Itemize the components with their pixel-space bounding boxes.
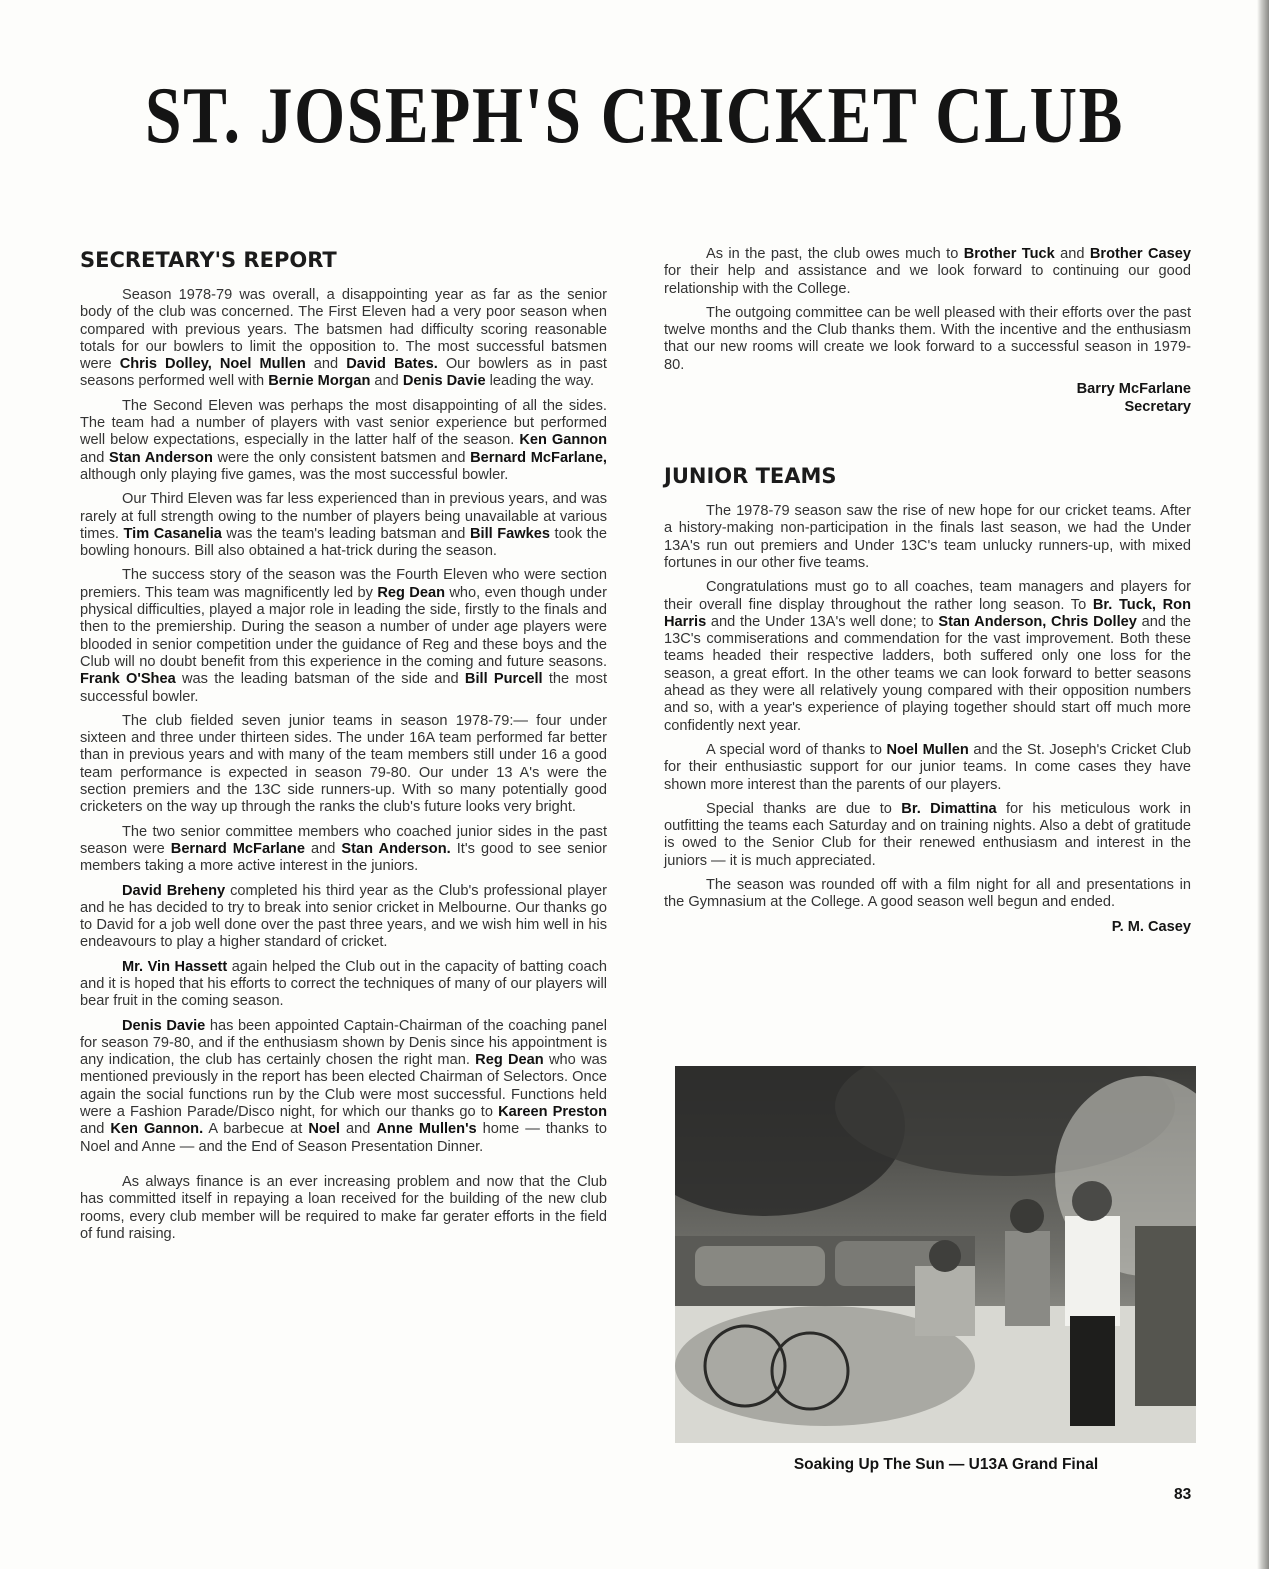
- page-title: ST. JOSEPH'S CRICKET CLUB: [144, 72, 1125, 160]
- junior-teams-heading: JUNIOR TEAMS: [664, 464, 837, 489]
- bold-name: Chris Dolley, Noel Mullen: [119, 356, 306, 373]
- right-column: [664, 246, 1191, 936]
- bold-name: Reg Dean: [377, 584, 445, 601]
- secretary-signature-name: Barry McFarlane: [1076, 381, 1191, 398]
- bold-name: Br. Dimattina: [901, 800, 997, 817]
- bold-name: Bernard McFarlane: [170, 840, 305, 857]
- secretary-paragraph: The Second Eleven was perhaps the most disappointing of all the sides. The team had a number of players with vast senior experience but performed well below expectations, especially in the latter half of the season. Ken Gannon and Stan Anderson were the only consistent batsmen and Bernard McFarlane, although only playing five games, was the most successful bowler.: [80, 397, 607, 483]
- team-photo: [675, 1066, 1196, 1443]
- bold-name: Bernard McFarlane,: [470, 449, 607, 466]
- junior-paragraph: A special word of thanks to Noel Mullen and the St. Joseph's Cricket Club for their enthusiastic support for our junior teams. In come cases they have shown more interest than the parents of our players.: [664, 741, 1192, 793]
- bold-name: Noel Mullen: [886, 741, 969, 758]
- bold-name: Stan Anderson, Chris Dolley: [938, 613, 1137, 630]
- bold-name: Denis Davie: [402, 373, 486, 390]
- secretary-paragraph: As always finance is an ever increasing problem and now that the Club has committed itself in repaying a loan received for the building of the new club rooms, every club member will be required to make far gerater efforts in the field of fund raising.: [80, 1173, 607, 1242]
- junior-paragraph: The 1978-79 season saw the rise of new hope for our cricket teams. After a history-making non-participation in the finals last season, we had the Under 13A's run out premiers and Under 13C's team unlucky runners-up, with mixed fortunes in our other five teams.: [664, 503, 1191, 571]
- secretary-paragraph: Season 1978-79 was overall, a disappointing year as far as the senior body of the club was concerned. The First Eleven had a very poor season when compared with previous years. The batsmen had difficulty scoring reasonable totals for our bowlers to limit the opposition to. The most successful batsmen were Chris Dolley, Noel Mullen and David Bates. Our bowlers as in past seasons performed well with Bernie Morgan and Denis Davie leading the way.: [80, 287, 607, 390]
- bold-name: Tim Casanelia: [123, 525, 222, 542]
- bold-name: Denis Davie: [122, 1017, 206, 1034]
- bold-name: Bill Fawkes: [469, 525, 550, 542]
- bold-name: Bernie Morgan: [268, 373, 371, 390]
- bold-name: Kareen Preston: [498, 1104, 607, 1121]
- secretary-paragraph: The outgoing committee can be well pleased with their efforts over the past twelve months and the Club thanks them. With the incentive and the enthusiasm that our new rooms will create we look forward to a successful season in 1979-80.: [664, 304, 1191, 373]
- bold-name: Frank O'Shea: [80, 671, 176, 688]
- page-number: 83: [1174, 1486, 1192, 1503]
- bold-name: Brother Casey: [1089, 246, 1191, 262]
- photo-illustration: [675, 1066, 1196, 1443]
- bold-name: Mr. Vin Hassett: [122, 958, 228, 975]
- junior-paragraph: Special thanks are due to Br. Dimattina for his meticulous work in outfitting the teams each Saturday and on training nights. Also a debt of gratitude is owed to the Senior Club for their renewed enthusiasm and interest in the juniors — it is much appreciated.: [664, 800, 1192, 869]
- bold-name: Ken Gannon.: [110, 1121, 204, 1138]
- secretary-paragraph: The success story of the season was the Fourth Eleven who were section premiers. This team was magnificently led by Reg Dean who, even though under physical difficulties, played a major role in leading the side, firstly to the finals and then to the premiership. During the season a number of under age players were blooded in senior competition under the guidance of Reg and these boys and the Club will no doubt benefit from this experience in the coming and future seasons. Frank O'Shea was the leading batsman of the side and Bill Purcell the most successful bowler.: [80, 567, 608, 705]
- junior-paragraph: Congratulations must go to all coaches, team managers and players for their overall fine display throughout the rather long season. To Br. Tuck, Ron Harris and the Under 13A's well done; to Stan Anderson, Chris Dolley and the 13C's commiserations and commendation for the vast improvement. Both these teams headed their respective ladders, both suffered only one loss for the season, a great effort. In the other teams we can look forward to better seasons ahead as they were all relatively young compared with their opposition numbers and so, with a year's experience of playing together should start off much more confidently next year.: [664, 579, 1192, 734]
- bold-name: Reg Dean: [475, 1052, 544, 1069]
- junior-signature: P. M. Casey: [1111, 918, 1191, 935]
- secretary-paragraph: The club fielded seven junior teams in season 1978-79:— four under sixteen and three under thirteen sides. The under 16A team performed far better than in previous years and with many of the team members still under 16 a good team performance is expected in season 79-80. Our under 13 A's were the section premiers and the 13C side runners-up. With so many potentially good cricketers on the way up through the ranks the club's future looks very bright.: [80, 712, 607, 816]
- junior-paragraph: The season was rounded off with a film night for all and presentations in the Gymnasium at the College. A good season well begun and ended.: [664, 877, 1191, 911]
- bold-name: Anne Mullen's: [376, 1121, 477, 1138]
- secretary-paragraph: The two senior committee members who coached junior sides in the past season were Bernard McFarlane and Stan Anderson. It's good to see senior members taking a more active interest in the juniors.: [80, 823, 607, 875]
- secretary-paragraph: Mr. Vin Hassett again helped the Club out in the capacity of batting coach and it is hoped that his efforts to correct the techniques of many of our players will bear fruit in the coming season.: [80, 958, 608, 1010]
- left-column: [80, 246, 607, 1250]
- bold-name: Br. Tuck, Ron Harris: [664, 596, 1192, 630]
- bold-name: Brother Tuck: [963, 246, 1055, 262]
- secretary-signature-role: Secretary: [1124, 398, 1191, 415]
- secretary-paragraph: Our Third Eleven was far less experienced than in previous years, and was rarely at full strength owing to the number of players being unavailable at various times. Tim Casanelia was the team's leading batsman and Bill Fawkes took the bowling honours. Bill also obtained a hat-trick during the season.: [80, 491, 607, 560]
- bold-name: Bill Purcell: [464, 671, 543, 688]
- secretary-paragraph: Denis Davie has been appointed Captain-Chairman of the coaching panel for season 79-80, and if the enthusiasm shown by Denis since his appointment is any indication, the club has certainly chosen the right man. Reg Dean who was mentioned previously in the report has been elected Chairman of Selectors. Once again the social functions run by the Club were most successful. Functions held were a Fashion Parade/Disco night, for which our thanks go to Kareen Preston and Ken Gannon. A barbecue at Noel and Anne Mullen's home — thanks to Noel and Anne — and the End of Season Presentation Dinner.: [80, 1017, 608, 1155]
- bold-name: Noel: [308, 1121, 340, 1138]
- secretary-paragraph: As in the past, the club owes much to Brother Tuck and Brother Casey for their help and assistance and we look forward to continuing our good relationship with the College.: [664, 246, 1191, 297]
- page-edge: [1257, 0, 1269, 1569]
- bold-name: Ken Gannon: [519, 432, 607, 449]
- secretary-report-heading: SECRETARY'S REPORT: [80, 248, 337, 272]
- bold-name: Stan Anderson: [109, 449, 213, 466]
- photo-caption: Soaking Up The Sun — U13A Grand Final: [793, 1456, 1099, 1473]
- bold-name: David Bates.: [346, 356, 438, 373]
- bold-name: David Breheny: [122, 882, 226, 899]
- secretary-paragraph: David Breheny completed his third year as the Club's professional player and he has decided to try to break into senior cricket in Melbourne. Our thanks go to David for a job well done over the past three years, and we wish him well in his endeavours to play a higher standard of cricket.: [80, 882, 607, 951]
- bold-name: Stan Anderson.: [341, 840, 451, 857]
